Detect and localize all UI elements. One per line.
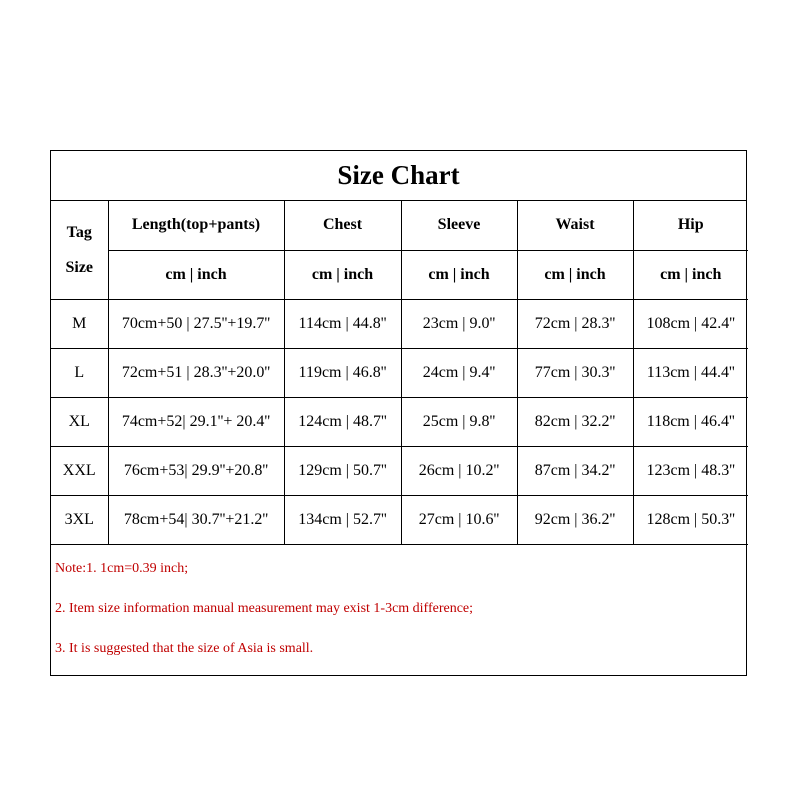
size-cell: XXL <box>51 446 108 495</box>
size-cell: L <box>51 348 108 397</box>
waist-cell: 72cm | 28.3'' <box>517 299 633 348</box>
units-row <box>51 250 748 299</box>
column-header-hip: Hip <box>633 201 748 250</box>
unit-label: cm | inch <box>401 250 517 299</box>
size-chart <box>50 150 747 676</box>
waist-cell: 87cm | 34.2'' <box>517 446 633 495</box>
waist-cell: 92cm | 36.2'' <box>517 495 633 544</box>
size-cell: 3XL <box>51 495 108 544</box>
hip-cell: 118cm | 46.4'' <box>633 397 748 446</box>
chest-cell: 129cm | 50.7'' <box>284 446 401 495</box>
note-line: 3. It is suggested that the size of Asia is small. <box>55 640 314 656</box>
hip-cell: 108cm | 42.4'' <box>633 299 748 348</box>
length-cell: 72cm+51 | 28.3''+20.0'' <box>108 348 284 397</box>
unit-label: cm | inch <box>108 250 284 299</box>
column-header-sleeve: Sleeve <box>401 201 517 250</box>
sleeve-cell: 23cm | 9.0'' <box>401 299 517 348</box>
note-line: Note:1. 1cm=0.39 inch; <box>55 560 189 576</box>
unit-label: cm | inch <box>284 250 401 299</box>
header-row <box>51 201 748 250</box>
unit-label: cm | inch <box>517 250 633 299</box>
hip-cell: 123cm | 48.3'' <box>633 446 748 495</box>
chest-cell: 119cm | 46.8'' <box>284 348 401 397</box>
hip-cell: 128cm | 50.3'' <box>633 495 748 544</box>
column-header-length: Length(top+pants) <box>108 201 284 250</box>
sleeve-cell: 24cm | 9.4'' <box>401 348 517 397</box>
column-header-chest: Chest <box>284 201 401 250</box>
sleeve-cell: 26cm | 10.2'' <box>401 446 517 495</box>
hip-cell: 113cm | 44.4'' <box>633 348 748 397</box>
size-cell: XL <box>51 397 108 446</box>
chart-title: Size Chart <box>51 151 746 201</box>
chest-cell: 134cm | 52.7'' <box>284 495 401 544</box>
table-row <box>51 495 748 544</box>
table-row <box>51 446 748 495</box>
size-cell: M <box>51 299 108 348</box>
size-table <box>51 201 748 545</box>
column-header-waist: Waist <box>517 201 633 250</box>
chest-cell: 114cm | 44.8'' <box>284 299 401 348</box>
note-line: 2. Item size information manual measurement may exist 1-3cm difference; <box>55 600 474 616</box>
unit-label: cm | inch <box>633 250 748 299</box>
waist-cell: 77cm | 30.3'' <box>517 348 633 397</box>
table-row <box>51 299 748 348</box>
length-cell: 78cm+54| 30.7''+21.2'' <box>108 495 284 544</box>
length-cell: 76cm+53| 29.9''+20.8'' <box>108 446 284 495</box>
table-row <box>51 397 748 446</box>
sleeve-cell: 27cm | 10.6'' <box>401 495 517 544</box>
chest-cell: 124cm | 48.7'' <box>284 397 401 446</box>
length-cell: 70cm+50 | 27.5''+19.7'' <box>108 299 284 348</box>
length-cell: 74cm+52| 29.1''+ 20.4'' <box>108 397 284 446</box>
table-row <box>51 348 748 397</box>
waist-cell: 82cm | 32.2'' <box>517 397 633 446</box>
sleeve-cell: 25cm | 9.8'' <box>401 397 517 446</box>
tag-label: Tag <box>66 223 92 241</box>
notes-section <box>51 545 746 679</box>
size-label: Size <box>65 258 94 276</box>
tag-size-header <box>51 201 108 299</box>
